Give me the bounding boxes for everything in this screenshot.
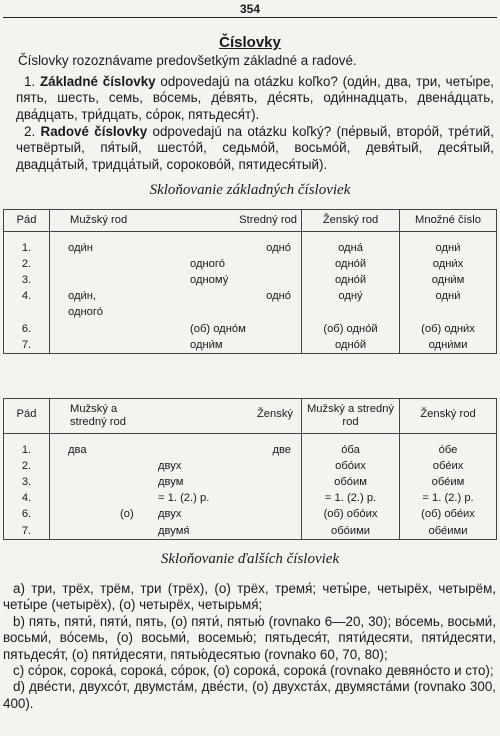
t2-cells-cell: (об) обе́их: [400, 506, 497, 522]
t1-cells-row: [4, 321, 497, 337]
t1-cells-cell: [50, 337, 223, 354]
header-neuter: Stredný rod: [154, 210, 302, 232]
t2-cells-cell: 2.: [4, 458, 50, 474]
t2-cells-cell: о́ба: [302, 442, 400, 458]
item-1-prefix: 1.: [24, 74, 40, 89]
t1-cells-cell: [400, 304, 497, 320]
t2-cells-cell-part: (о): [120, 508, 134, 521]
header-masc-neut: Mužský a stredný rod: [50, 399, 150, 434]
t2-cells-cell-part: двух: [158, 459, 182, 472]
t1-cells-cell: [50, 240, 154, 256]
header-masculine: Mužský rod: [50, 210, 154, 232]
t2-cells-cell: обо́ими: [302, 523, 400, 540]
numeral-list-item: b) пять, пяти́, пяти́, пять, (о) пяти́, пятью́ (rovnako 6—20, 30); во́семь, восьми́, восьми́, во́семь, (о) восьми́, восемью́; пятьдеся́т, пяти́десяти, пяти́десяти, пятьдеся́т, (о) пяти́десяти, пятью́десятью (rovnako 60, 70, 80);: [3, 613, 496, 662]
t1-cells-cell-part: одного́: [68, 306, 103, 319]
t1-cells-cell: 6.: [4, 321, 50, 337]
header-fem-short: Ženský: [150, 399, 302, 434]
t1-cells-cell: [154, 304, 302, 320]
t2-cells-cell-part: двумя́: [158, 524, 190, 537]
declension-table-1: [3, 209, 497, 354]
t1-cells-cell: [154, 256, 302, 272]
item-2-prefix: 2.: [24, 124, 41, 139]
item-1-text: odpovedajú na otázku koľko? (оди́н, два, три, четы́ре, пять, шесть, семь, во́семь, де́вять, де́сять, оди́ннадцать, двена́дцать, два́дцать, три́дцать, со́рок, пятьдеся́т).: [16, 74, 495, 122]
item-2-term: Radové číslovky: [40, 124, 148, 139]
t1-cells-cell: 7.: [4, 337, 50, 354]
t2-cells-cell-part: [54, 492, 68, 504]
t1-cells-cell: [50, 321, 246, 337]
t1-cells-cell: 1.: [4, 240, 50, 256]
table-1-heading: Skloňovanie základných čísloviek: [149, 182, 351, 198]
header-rule: [3, 17, 497, 18]
t2-cells-cell: 7.: [4, 523, 50, 540]
header-masc-neut-2: Mužský a stredný rod: [302, 399, 400, 434]
t2-cells-row: [4, 442, 497, 458]
t1-cells-cell: одна́: [302, 240, 400, 256]
t2-cells-cell: = 1. (2.) р.: [302, 490, 400, 506]
t1-cells-cell: [50, 272, 229, 288]
t2-cells-cell: [50, 490, 210, 506]
t2-cells-cell: обе́их: [400, 458, 497, 474]
header-feminine: Ženský rod: [302, 210, 400, 232]
t1-cells-row: [4, 240, 497, 256]
t2-cells-row: [4, 458, 497, 474]
t1-cells-row: [4, 288, 497, 304]
t1-cells-cell: одну́: [302, 288, 400, 304]
t1-cells-cell: 3.: [4, 272, 50, 288]
header-plural: Množné číslo: [400, 210, 497, 232]
header-case: Pád: [4, 210, 50, 232]
t2-cells-cell: [50, 458, 182, 474]
t1-cells-cell-part: [54, 339, 68, 351]
t2-cells-cell-part: [54, 476, 68, 488]
t1-cells-cell: одни́ми: [400, 337, 497, 354]
t1-cells-cell-part: [54, 258, 68, 270]
item-2-text: odpovedajú na otázku koľký? (пе́рвый, второ́й, тре́тий, четвёртый, пя́тый, шесто́й, седьмо́й, восьмо́й, девя́тый, деся́тый, двадца́тый, тридца́тый, сороково́й, пятидеся́тый).: [16, 124, 494, 172]
t2-cells-cell: о́бе: [400, 442, 497, 458]
t2-cells-cell: обо́им: [302, 474, 400, 490]
t1-cells-cell-part: оди́н: [68, 241, 93, 254]
t2-cells-row: [4, 523, 497, 540]
t1-cells-cell: [50, 256, 225, 272]
t2-cells-cell: [50, 506, 182, 522]
t2-cells-cell: 1.: [4, 442, 50, 458]
t2-cells-cell: = 1. (2.) р.: [400, 490, 497, 506]
t2-cells-cell-part: два: [68, 443, 87, 456]
t1-cells-cell-part: [54, 274, 68, 286]
t1-cells-cell: 2.: [4, 256, 50, 272]
t2-cells-cell: [50, 523, 190, 540]
t2-cells-cell: (об) обо́их: [302, 506, 400, 522]
t1-cells-row: [4, 304, 497, 320]
t1-cells-cell: одно́й: [302, 337, 400, 354]
heading-other-numerals: Skloňovanie ďalších čísloviek: [160, 551, 340, 567]
item-1-term: Základné číslovky: [39, 74, 156, 89]
t2-cells-cell-part: двух: [158, 508, 182, 521]
t1-cells-cell: [50, 304, 154, 320]
t1-cells-cell-part: одному́: [190, 273, 229, 286]
t2-cells-cell-part: [54, 525, 68, 537]
t1-cells-cell: одно́: [154, 288, 302, 304]
t1-cells-cell-part: одни́м: [190, 338, 223, 351]
item-2: [16, 124, 494, 173]
t1-cells-row: [4, 272, 497, 288]
table-2-header-row: [4, 399, 497, 434]
t2-cells-row: [4, 506, 497, 522]
t2-cells-row: [4, 474, 497, 490]
t2-cells-cell-part: = 1. (2.) р.: [158, 492, 210, 505]
t2-cells-cell: [50, 474, 184, 490]
t1-cells-cell-part: (об) одно́м: [190, 322, 246, 335]
numeral-list-item: d) две́сти, двухсо́т, двумста́м, две́сти, (о) двухста́х, двумяста́ми (rovnako 300, 400).: [3, 679, 496, 711]
t1-cells-cell: 4.: [4, 288, 50, 304]
intro-paragraph: Číslovky rozoznávame predovšetkým základné a radové.: [18, 53, 357, 68]
t1-cells-cell: одно́й: [302, 272, 400, 288]
t1-cells-cell: одни́х: [400, 256, 497, 272]
t2-cells-cell: 3.: [4, 474, 50, 490]
t1-cells-row: [4, 256, 497, 272]
t1-cells-cell-part: одного́: [190, 257, 225, 270]
table-1-header-row: [4, 210, 497, 232]
t1-cells-cell: [50, 288, 154, 304]
page-title: Číslovky: [219, 34, 281, 51]
t2-cells-cell: 4.: [4, 490, 50, 506]
t1-cells-cell: [4, 304, 50, 320]
t2-cells-row: [4, 490, 497, 506]
t1-cells-cell: одни́м: [400, 272, 497, 288]
t1-cells-cell: (об) одни́х: [400, 321, 497, 337]
declension-table-2: [3, 398, 497, 540]
numeral-list-item: c) со́рок, сорока́, сорока́, со́рок, (о) сорока́, сорока́ (rovnako девяно́сто и сто);: [13, 663, 494, 679]
t1-cells-cell-part: [54, 323, 68, 335]
t1-cells-cell-part: оди́н,: [68, 290, 97, 303]
t1-cells-row: [4, 337, 497, 354]
header-fem-rod: Ženský rod: [400, 399, 497, 434]
t1-cells-cell: одно́: [154, 240, 302, 256]
t1-cells-cell: одни́: [400, 288, 497, 304]
t2-cells-cell: 6.: [4, 506, 50, 522]
t1-cells-cell: (об) одно́й: [302, 321, 400, 337]
numeral-list-item: a) три, трёх, трём, три (трёх), (о) трёх, тремя́; четы́ре, четырёх, четырём, четы́ре (четырёх), (о) четырёх, четырьмя́;: [3, 581, 496, 613]
t1-cells-cell: одни́: [400, 240, 497, 256]
header-case-2: Pád: [4, 399, 50, 434]
t2-cells-cell-part: [54, 460, 68, 472]
t2-cells-cell: [50, 442, 150, 458]
t2-cells-cell: обе́ими: [400, 523, 497, 540]
numeral-list: [3, 581, 496, 712]
t2-cells-cell: две: [150, 442, 302, 458]
page-number: 354: [239, 2, 261, 16]
item-1: [16, 74, 494, 123]
t1-cells-cell: одно́й: [302, 256, 400, 272]
t2-cells-cell-part: двум: [158, 475, 184, 488]
t1-cells-cell: [154, 337, 302, 354]
t2-cells-cell: обе́им: [400, 474, 497, 490]
t2-cells-cell: обо́их: [302, 458, 400, 474]
t1-cells-cell: [302, 304, 400, 320]
